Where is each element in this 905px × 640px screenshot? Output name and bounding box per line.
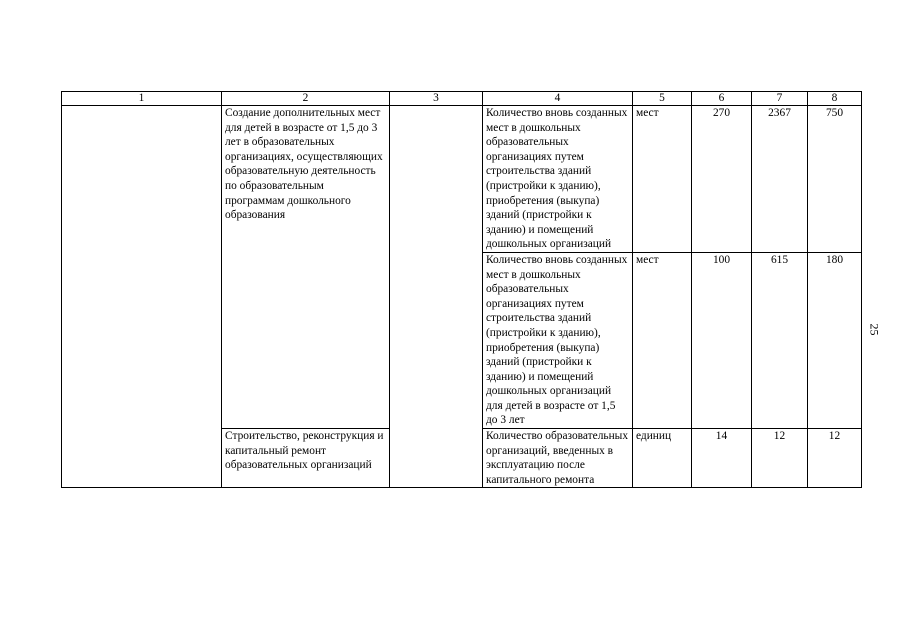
column-number-6: 6 <box>692 92 752 106</box>
value-cell-8: 750 <box>808 106 862 253</box>
column-number-7: 7 <box>752 92 808 106</box>
table-row <box>62 106 862 253</box>
column-number-8: 8 <box>808 92 862 106</box>
indicator-name-cell: Количество образовательных организаций, введенных в эксплуатацию после капитального ремонта <box>483 429 633 488</box>
column-number-2: 2 <box>222 92 390 106</box>
column-number-1: 1 <box>62 92 222 106</box>
value-cell-6: 14 <box>692 429 752 488</box>
measure-cell: Создание дополнительных мест для детей в возрасте от 1,5 до 3 лет в образовательных организациях, осуществляющих образовательную деятельность по образовательным программам дошкольного образования <box>222 106 390 429</box>
page-number: 25 <box>867 323 882 336</box>
column-number-5: 5 <box>633 92 692 106</box>
column-number-3: 3 <box>390 92 483 106</box>
column-1-cell <box>62 106 222 488</box>
unit-cell: мест <box>633 106 692 253</box>
value-cell-7: 2367 <box>752 106 808 253</box>
unit-cell: мест <box>633 252 692 428</box>
indicator-name-cell: Количество вновь созданных мест в дошкольных образовательных организациях путем строительства зданий (пристройки к зданию), приобретения (выкупа) зданий (пристройки к зданию) и помещений дошкольных организаций для детей в возрасте от 1,5 до 3 лет <box>483 252 633 428</box>
indicator-name-cell: Количество вновь созданных мест в дошкольных образовательных организациях путем строительства зданий (пристройки к зданию), приобретения (выкупа) зданий (пристройки к зданию) и помещений дошкольных организаций <box>483 106 633 253</box>
program-indicators-table <box>61 91 862 488</box>
value-cell-7: 615 <box>752 252 808 428</box>
value-cell-8: 12 <box>808 429 862 488</box>
value-cell-6: 100 <box>692 252 752 428</box>
column-3-cell <box>390 106 483 488</box>
value-cell-8: 180 <box>808 252 862 428</box>
column-number-4: 4 <box>483 92 633 106</box>
value-cell-7: 12 <box>752 429 808 488</box>
unit-cell: единиц <box>633 429 692 488</box>
measure-cell: Строительство, реконструкция и капитальный ремонт образовательных организаций <box>222 429 390 488</box>
column-number-row <box>62 92 862 106</box>
value-cell-6: 270 <box>692 106 752 253</box>
